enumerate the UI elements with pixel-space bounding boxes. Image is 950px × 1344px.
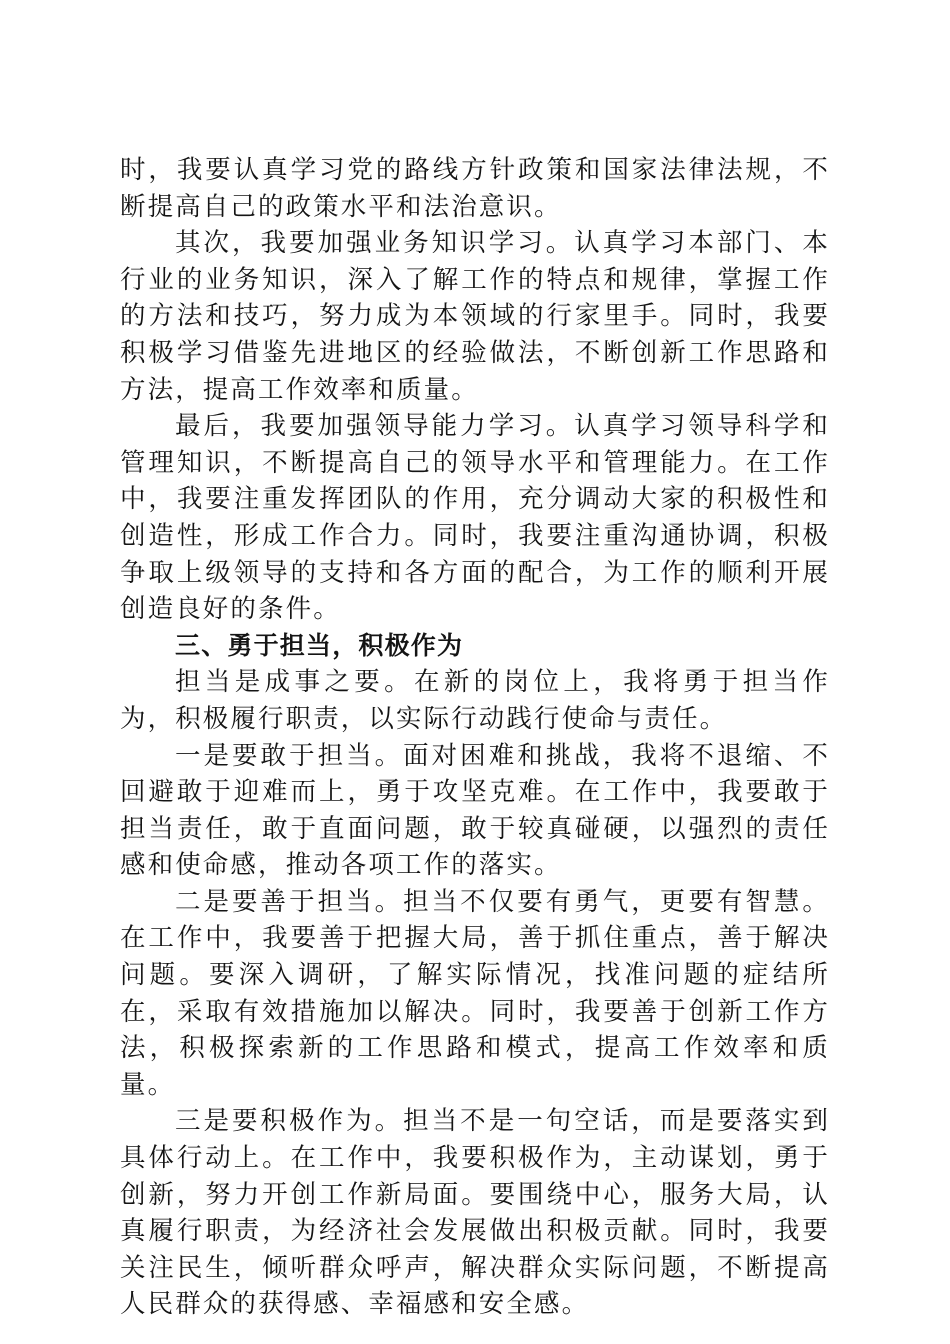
- document-body: [120, 152, 830, 1323]
- paragraph-active-action: 三是要积极作为。担当不是一句空话，而是要落实到具体行动上。在工作中，我要积极作为，主动谋划，勇于创新，努力开创工作新局面。要围绕中心，服务大局，认真履行职责，为经济社会发展做出积极贡献。同时，我要关注民生，倾听群众呼声，解决群众实际问题，不断提高人民群众的获得感、幸福感和安全感。: [120, 1106, 830, 1320]
- section-heading: 三、勇于担当，积极作为: [175, 630, 464, 660]
- paragraph-good-at-responsibility: 二是要善于担当。担当不仅要有勇气，更要有智慧。在工作中，我要善于把握大局，善于抓住重点，善于解决问题。要深入调研，了解实际情况，找准问题的症结所在，采取有效措施加以解决。同时，我要善于创新工作方法，积极探索新的工作思路和模式，提高工作效率和质量。: [120, 886, 830, 1100]
- paragraph-dare-to-take-responsibility: 一是要敢于担当。面对困难和挑战，我将不退缩、不回避敢于迎难而上，勇于攻坚克难。在工作中，我要敢于担当责任，敢于直面问题，敢于较真碰硬，以强烈的责任感和使命感，推动各项工作的落实。: [120, 740, 830, 881]
- paragraph-leadership-study: 最后，我要加强领导能力学习。认真学习领导科学和管理知识，不断提高自己的领导水平和管理能力。在工作中，我要注重发挥团队的作用，充分调动大家的积极性和创造性，形成工作合力。同时，我要注重沟通协调，积极争取上级领导的支持和各方面的配合，为工作的顺利开展创造良好的条件。: [120, 411, 830, 625]
- paragraph-business-study: 其次，我要加强业务知识学习。认真学习本部门、本行业的业务知识，深入了解工作的特点和规律，掌握工作的方法和技巧，努力成为本领域的行家里手。同时，我要积极学习借鉴先进地区的经验做法，不断创新工作思路和方法，提高工作效率和质量。: [120, 228, 830, 405]
- paragraph-continuation: 时，我要认真学习党的路线方针政策和国家法律法规，不断提高自己的政策水平和法治意识。: [120, 155, 830, 222]
- paragraph-responsibility-intro: 担当是成事之要。在新的岗位上，我将勇于担当作为，积极履行职责，以实际行动践行使命与责任。: [120, 667, 830, 734]
